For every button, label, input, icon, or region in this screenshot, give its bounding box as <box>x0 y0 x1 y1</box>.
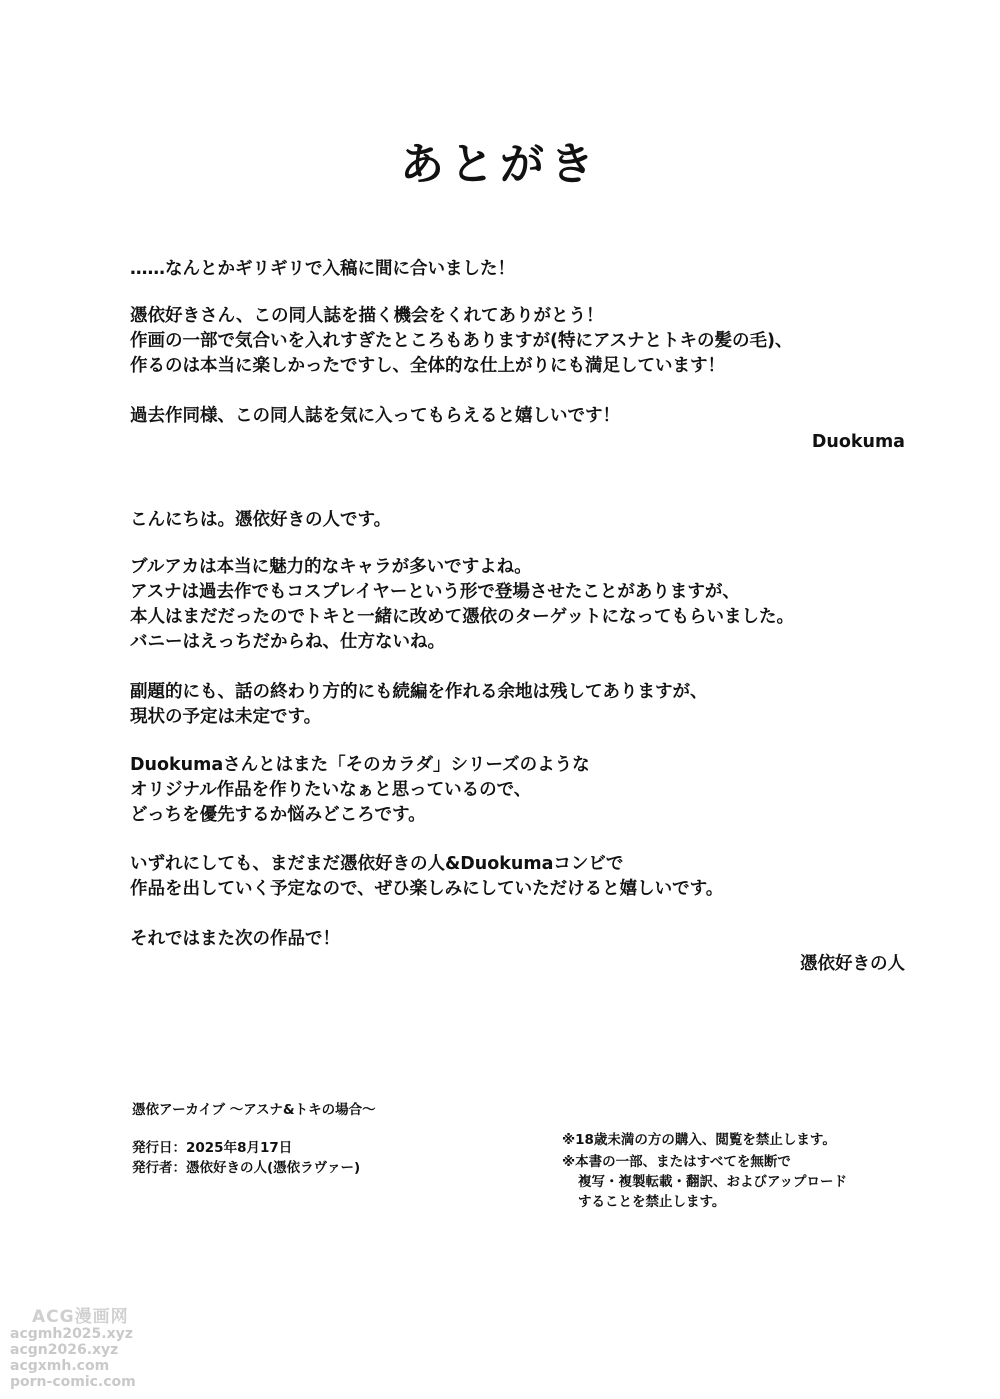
text-line: 本人はまだだったのでトキと一緒に改めて憑依のターゲットになってもらいました。 <box>130 607 794 627</box>
text-line: 作画の一部で気合いを入れすぎたところもありますが(特にアスナとトキの髪の毛)、 <box>130 331 793 351</box>
signature-duokuma: Duokuma <box>811 432 905 452</box>
watermark-url: porn-comic.com <box>10 1374 136 1390</box>
text-line: それではまた次の作品で！ <box>130 929 340 949</box>
page-title: あとがき <box>400 139 600 190</box>
text-line: 作品を出していく予定なので、ぜひ楽しみにしていただけると嬉しいです。 <box>130 879 724 899</box>
notice-line: ※18歳未満の方の購入、閲覧を禁止します。 <box>562 1132 836 1148</box>
text-line: バニーはえっちだからね、仕方ないね。 <box>130 632 445 652</box>
text-line: 副題的にも、話の終わり方的にも続編を作れる余地は残してありますが、 <box>130 682 708 702</box>
text-line: 憑依好きさん、この同人誌を描く機会をくれてありがとう！ <box>130 306 604 326</box>
text-line: こんにちは。憑依好きの人です。 <box>130 510 392 530</box>
notice-line: ※本書の一部、またはすべてを無断で <box>562 1154 791 1170</box>
text-line: 作るのは本当に楽しかったですし、全体的な仕上がりにも満足しています！ <box>130 356 725 376</box>
text-line: どっちを優先するか悩みどころです。 <box>130 805 426 825</box>
notice-line: することを禁止します。 <box>578 1194 726 1210</box>
text-line: 現状の予定は未定です。 <box>130 707 322 727</box>
watermark-url: acgmh2025.xyz <box>10 1326 133 1342</box>
text-line: 過去作同様、この同人誌を気に入ってもらえると嬉しいです！ <box>130 406 620 426</box>
watermark-url: acgxmh.com <box>10 1358 110 1374</box>
release-date: 発行日：2025年8月17日 <box>132 1140 293 1156</box>
text-line: オリジナル作品を作りたいなぁと思っているので、 <box>130 780 532 800</box>
publisher: 発行者：憑依好きの人(憑依ラヴァー) <box>132 1160 361 1176</box>
text-line: いずれにしても、まだまだ憑依好きの人&Duokumaコンビで <box>130 854 624 874</box>
signature-hyoi: 憑依好きの人 <box>800 954 905 974</box>
notice-line: 複写・複製転載・翻訳、およびアップロード <box>578 1174 848 1190</box>
text-line: アスナは過去作でもコスプレイヤーという形で登場させたことがありますが、 <box>130 582 740 602</box>
watermark-url: acgn2026.xyz <box>10 1342 119 1358</box>
text-line: ブルアカは本当に魅力的なキャラが多いですよね。 <box>130 557 532 577</box>
text-line: ……なんとかギリギリで入稿に間に合いました！ <box>130 259 515 279</box>
text-line: Duokumaさんとはまた「そのカラダ」シリーズのような <box>130 755 590 775</box>
book-title: 憑依アーカイブ ～アスナ&トキの場合～ <box>132 1102 376 1118</box>
watermark-logo: ACG漫画网 <box>32 1307 129 1327</box>
